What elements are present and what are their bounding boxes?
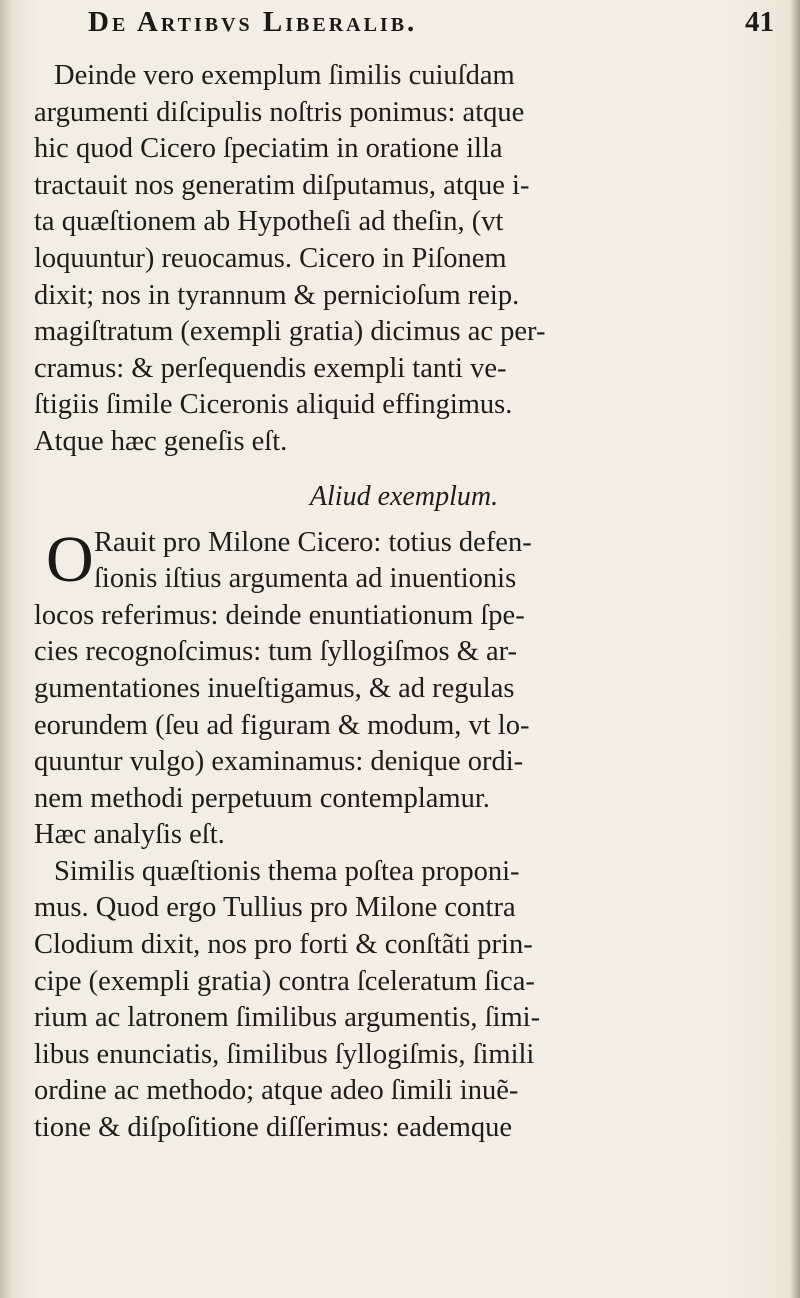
text-line: Deinde vero exemplum ſimilis cuiuſdam [54,60,515,91]
text-line: Similis quæſtionis thema poſtea proponi- [54,855,520,887]
text-line: gumentationes inueſtigamus, & ad regulas [34,672,515,704]
text-line: Rauit pro Milone Cicero: totius defen- [94,526,532,558]
text-line: cies recognoſcimus: tum ſyllogiſmos & ar- [34,636,518,668]
text-line: nem methodi perpetuum contemplamur. [34,782,490,814]
text-line: ta quæſtionem ab Hypotheſi ad theſin, (vt [34,206,504,238]
paragraph-analysis [34,522,774,854]
text-line: locos referimus: deinde enuntiationum ſpe- [34,599,525,631]
text-line: tractauit nos generatim diſputamus, atque i- [34,169,530,201]
page-number: 41 [745,6,774,38]
gutter-shadow [0,0,14,1298]
text-line: cipe (exempli gratia) contra ſceleratum ſica- [34,965,535,997]
text-line: ſtigiis ſimile Ciceronis aliquid effingimus. [34,389,513,421]
text-line: hic quod Cicero ſpeciatim in oratione illa [34,133,503,165]
text-line: Clodium dixit, nos pro forti & conſtãti prin- [34,929,533,961]
body-text [34,58,774,1147]
paragraph-genesis [34,58,774,461]
running-head [88,6,778,50]
running-head-title: De Artibvs Liberalib. [88,6,418,38]
text-line: quuntur vulgo) examinamus: denique ordi- [34,746,524,778]
paragraph-imitation [34,854,774,1147]
text-line: ſionis iſtius argumenta ad inuentionis [94,563,517,595]
section-heading: Aliud exemplum. [309,480,499,512]
text-line: tione & diſpoſitione diſſerimus: eademque [34,1112,513,1144]
text-line: Atque hæc geneſis eſt. [34,425,288,457]
text-line: Hæc analyſis eſt. [34,819,225,851]
text-line: loquuntur) reuocamus. Cicero in Piſonem [34,242,507,274]
page-edge [790,0,800,1298]
text-line: rium ac latronem ſimilibus argumentis, ſimi- [34,1002,541,1034]
text-line: libus enunciatis, ſimilibus ſyllogiſmis, ſimili [34,1038,535,1070]
text-line: argumenti diſcipulis noſtris ponimus: atque [34,96,525,128]
text-line: mus. Quod ergo Tullius pro Milone contra [34,892,516,924]
text-line: cramus: & perſequendis exempli tanti ve- [34,352,507,384]
drop-cap-initial: O [46,522,94,596]
text-line: dixit; nos in tyrannum & pernicioſum reip. [34,279,520,311]
text-line: eorundem (ſeu ad figuram & modum, vt lo- [34,709,530,741]
text-line: magiſtratum (exempli gratia) dicimus ac per- [34,316,546,348]
text-line: ordine ac methodo; atque adeo ſimili inuẽ- [34,1075,519,1107]
